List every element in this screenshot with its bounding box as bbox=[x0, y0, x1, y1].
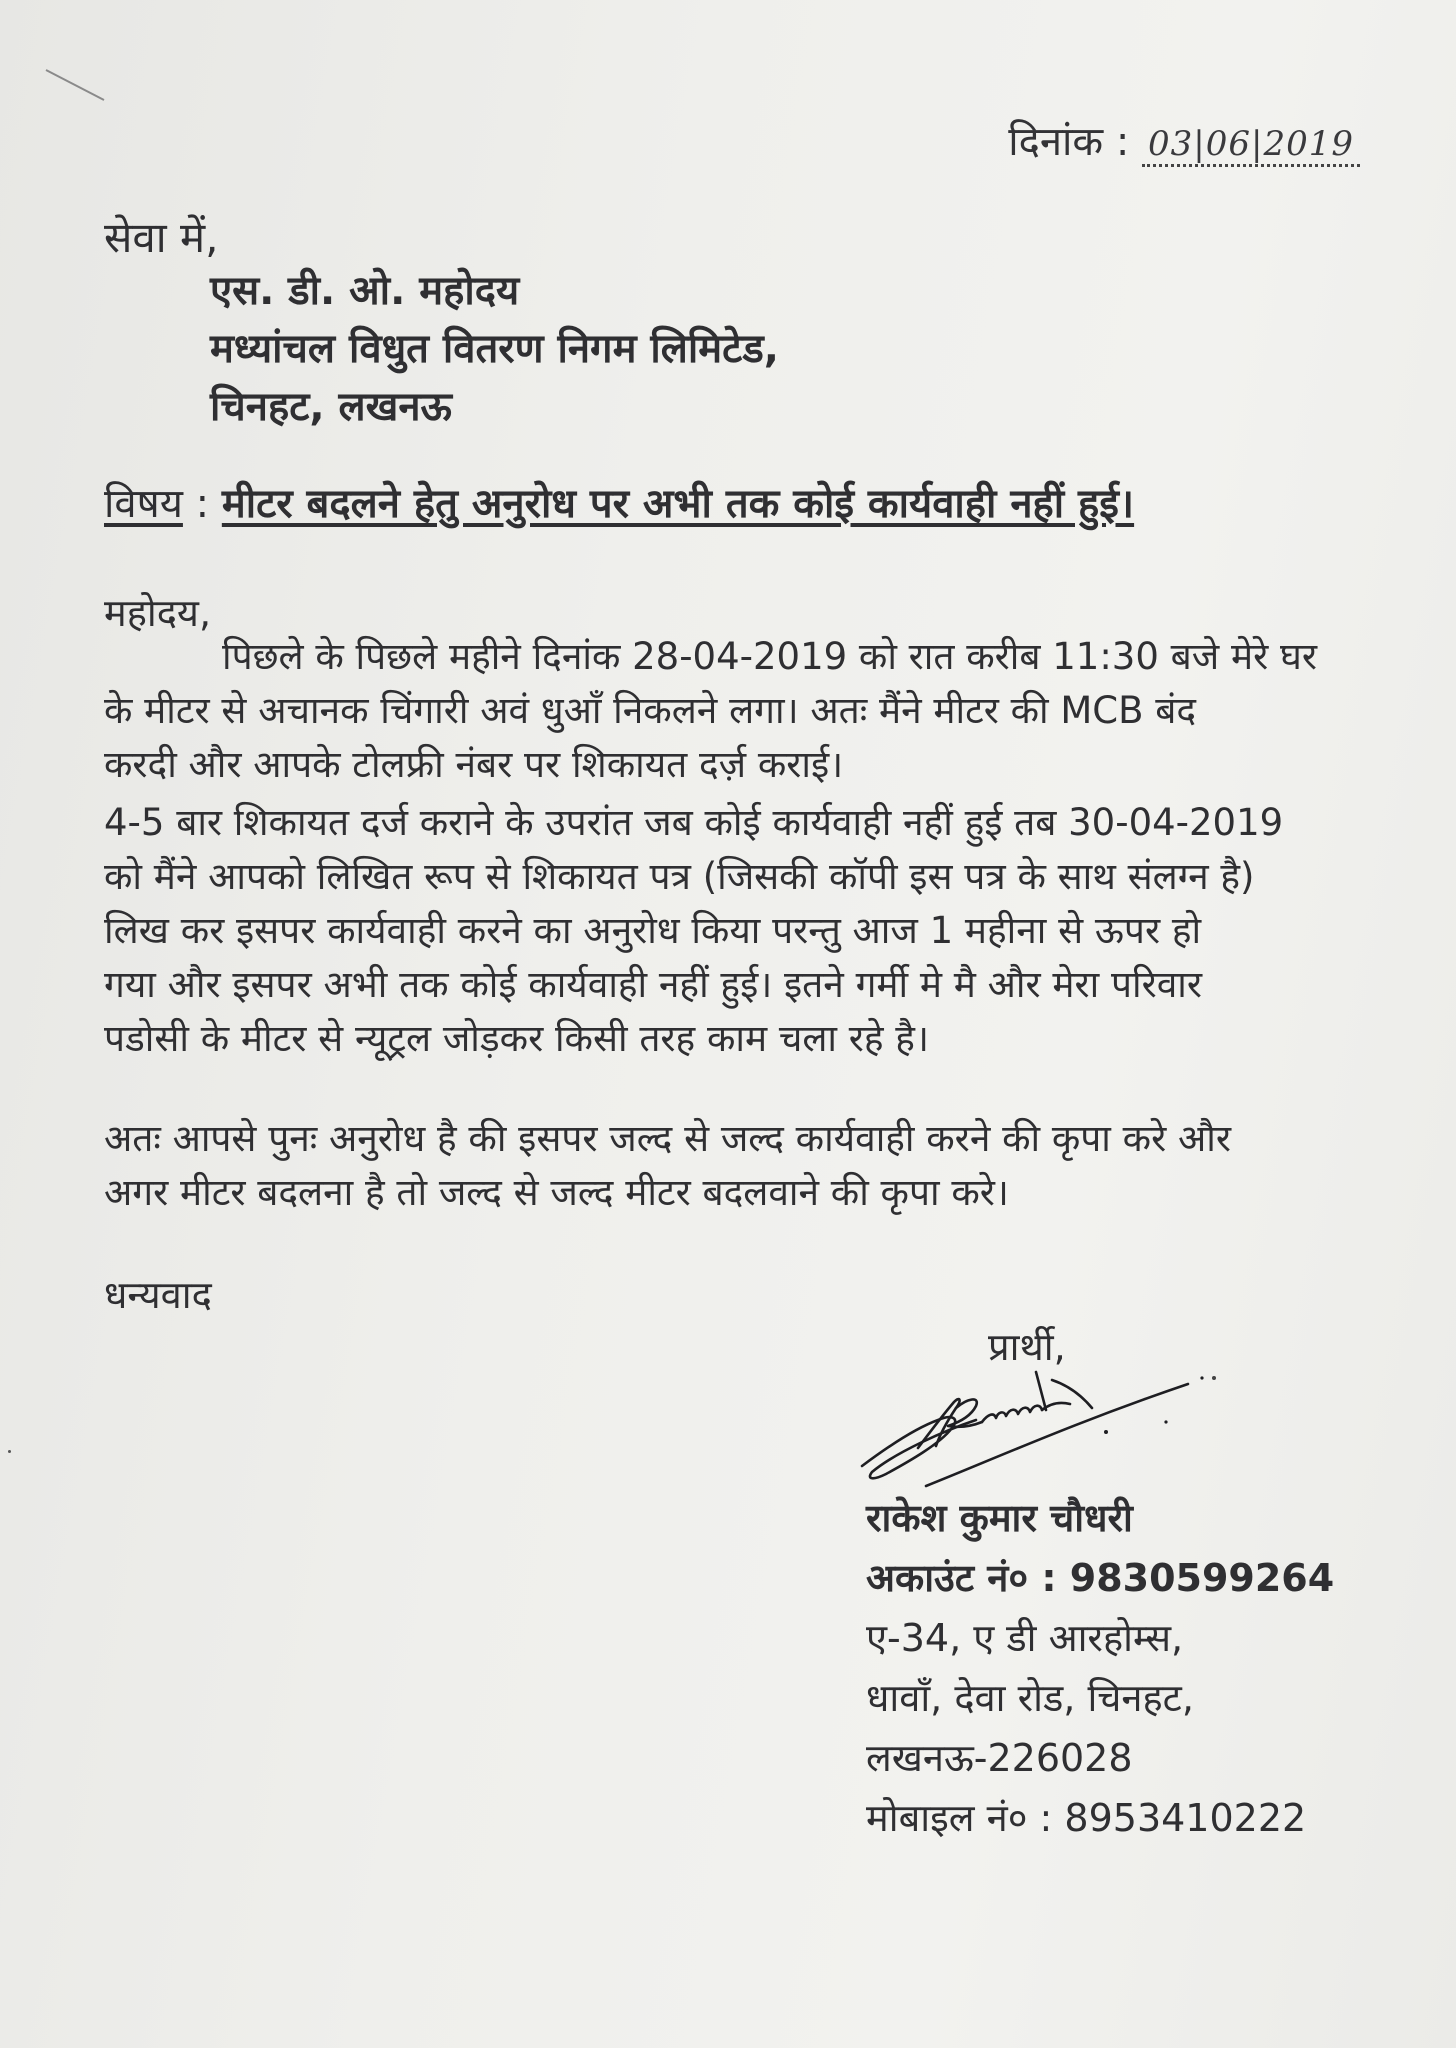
closing-paragraph bbox=[104, 1112, 1366, 1220]
subject-separator: : bbox=[182, 481, 222, 527]
greeting: महोदय, bbox=[104, 591, 212, 635]
recipient-line: मध्यांचल विधुत वितरण निगम लिमिटेड, bbox=[210, 326, 779, 372]
date-value: 03|06|2019 bbox=[1142, 124, 1360, 167]
closing-line: अतः आपसे पुनः अनुरोध है की इसपर जल्द से जल्द कार्यवाही करने की कृपा करे और bbox=[104, 1117, 1231, 1160]
subject-text: मीटर बदलने हेतु अनुरोध पर अभी तक कोई कार्यवाही नहीं हुई। bbox=[221, 481, 1135, 527]
address-line: धावाँ, देवा रोड, चिनहट, bbox=[866, 1676, 1194, 1720]
sender-name: राकेश कुमार चौधरी bbox=[866, 1496, 1133, 1540]
ink-speck bbox=[8, 1450, 11, 1453]
address-line: ए-34, ए डी आरहोम्स, bbox=[866, 1616, 1184, 1660]
applicant-label: प्रार्थी, bbox=[988, 1325, 1066, 1369]
date-line bbox=[1008, 112, 1360, 167]
recipient-line: एस. डी. ओ. महोदय bbox=[210, 268, 520, 314]
body-paragraph bbox=[104, 630, 1366, 792]
mobile-number: मोबाइल नं० : 8953410222 bbox=[866, 1796, 1307, 1840]
account-number: अकाउंट नं० : 9830599264 bbox=[866, 1556, 1335, 1600]
signature-image bbox=[856, 1362, 1216, 1502]
pencil-mark bbox=[44, 66, 114, 106]
subject-label: विषय bbox=[104, 481, 183, 527]
address-line: लखनऊ-226028 bbox=[866, 1736, 1133, 1780]
body-line: के मीटर से अचानक चिंगारी अवं धुआँ निकलने लगा। अतः मैंने मीटर की MCB बंद bbox=[104, 689, 1197, 732]
thanks: धन्यवाद bbox=[104, 1273, 212, 1317]
body-line: पडोसी के मीटर से न्यूट्रल जोड़कर किसी तरह काम चला रहे है। bbox=[104, 1017, 929, 1060]
body-line: गया और इसपर अभी तक कोई कार्यवाही नहीं हुई। इतने गर्मी मे मै और मेरा परिवार bbox=[104, 963, 1203, 1006]
body-line: को मैंने आपको लिखित रूप से शिकायत पत्र (जिसकी कॉपी इस पत्र के साथ संलग्न है) bbox=[104, 855, 1255, 898]
body-line: पिछले के पिछले महीने दिनांक 28-04-2019 को रात करीब 11:30 बजे मेरे घर bbox=[222, 635, 1318, 678]
salutation-to: सेवा में, bbox=[104, 213, 219, 262]
ink-speck bbox=[1212, 1376, 1216, 1380]
sender-block bbox=[866, 1488, 1334, 1848]
body-paragraph bbox=[104, 796, 1366, 1066]
recipient-block bbox=[210, 262, 779, 436]
body-line: लिख कर इसपर कार्यवाही करने का अनुरोध किया परन्तु आज 1 महीना से ऊपर हो bbox=[104, 909, 1202, 952]
subject-line bbox=[104, 474, 1134, 529]
date-label: दिनांक : bbox=[1008, 119, 1130, 165]
body-line: 4-5 बार शिकायत दर्ज कराने के उपरांत जब कोई कार्यवाही नहीं हुई तब 30-04-2019 bbox=[104, 801, 1284, 844]
closing-line: अगर मीटर बदलना है तो जल्द से जल्द मीटर बदलवाने की कृपा करे। bbox=[104, 1171, 1009, 1214]
body-line: करदी और आपके टोलफ्री नंबर पर शिकायत दर्ज़ कराई। bbox=[104, 743, 844, 786]
recipient-line: चिनहट, लखनऊ bbox=[210, 384, 452, 430]
